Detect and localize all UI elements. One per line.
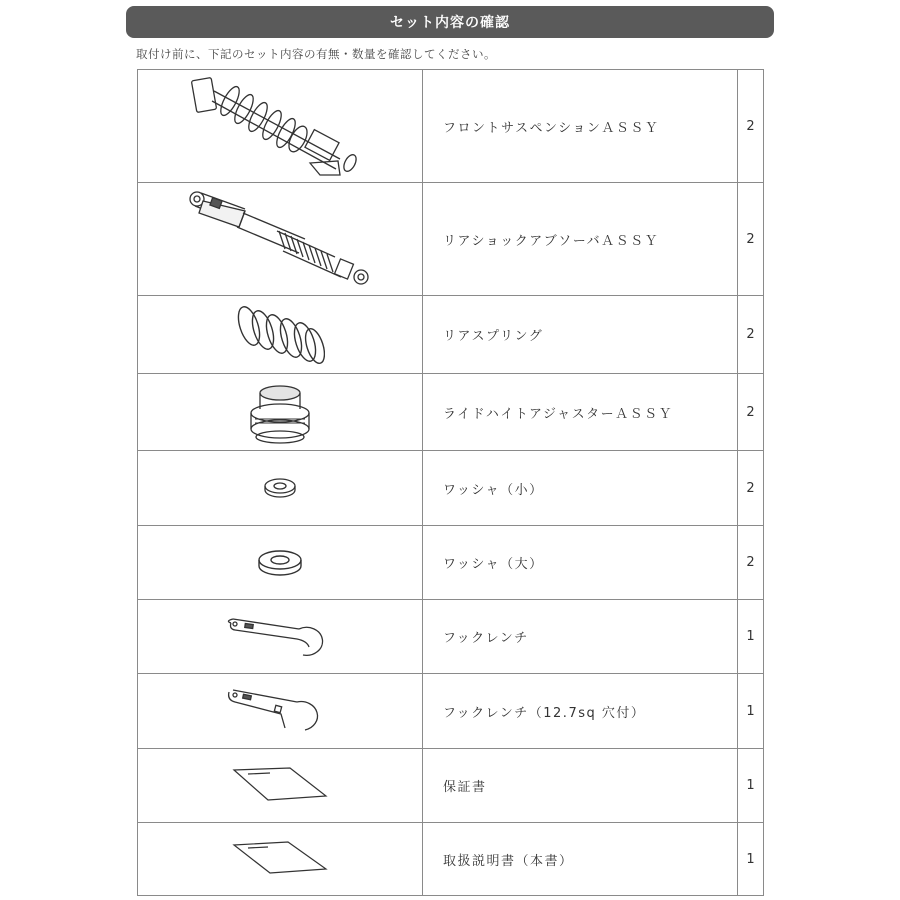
item-name: フロントサスペンションＡＳＳＹ	[423, 70, 738, 183]
table-row	[138, 183, 764, 296]
item-name: ワッシャ（小）	[423, 451, 738, 526]
parts-table	[137, 69, 764, 896]
section-header	[126, 6, 774, 38]
item-qty: 1	[738, 749, 764, 823]
item-qty: 1	[738, 674, 764, 749]
image-cell	[138, 451, 423, 526]
rear-spring-icon	[235, 302, 325, 368]
item-name: ワッシャ（大）	[423, 526, 738, 600]
image-cell	[138, 674, 423, 749]
image-cell	[138, 600, 423, 674]
item-name: 保証書	[423, 749, 738, 823]
item-qty: 1	[738, 600, 764, 674]
image-cell	[138, 374, 423, 451]
item-qty: 2	[738, 526, 764, 600]
image-cell	[138, 70, 423, 183]
hook-wrench-with-hole-icon	[225, 688, 335, 734]
image-cell	[138, 183, 423, 296]
item-qty: 2	[738, 374, 764, 451]
item-name: フックレンチ	[423, 600, 738, 674]
table-row	[138, 451, 764, 526]
image-cell	[138, 526, 423, 600]
hook-wrench-icon	[225, 617, 335, 657]
image-cell	[138, 749, 423, 823]
rear-shock-absorber-icon	[185, 187, 375, 292]
image-cell	[138, 296, 423, 374]
table-row	[138, 70, 764, 183]
table-row	[138, 600, 764, 674]
large-washer-icon	[255, 547, 305, 579]
table-row	[138, 674, 764, 749]
image-cell	[138, 823, 423, 896]
small-washer-icon	[260, 476, 300, 500]
item-qty: 1	[738, 823, 764, 896]
item-qty: 2	[738, 451, 764, 526]
item-name: 取扱説明書（本書）	[423, 823, 738, 896]
item-name: リアスプリング	[423, 296, 738, 374]
item-name: リアショックアブソーバＡＳＳＹ	[423, 183, 738, 296]
item-name: ライドハイトアジャスターＡＳＳＹ	[423, 374, 738, 451]
table-row	[138, 823, 764, 896]
front-suspension-icon	[190, 71, 370, 181]
warranty-card-icon	[230, 766, 330, 806]
section-title: セット内容の確認	[390, 15, 510, 31]
instruction-manual-icon	[230, 839, 330, 879]
table-row	[138, 374, 764, 451]
item-qty: 2	[738, 183, 764, 296]
item-qty: 2	[738, 70, 764, 183]
ride-height-adjuster-icon	[245, 379, 315, 445]
table-row	[138, 526, 764, 600]
table-row	[138, 296, 764, 374]
item-qty: 2	[738, 296, 764, 374]
item-name: フックレンチ（12.7sq 穴付）	[423, 674, 738, 749]
instruction-text: 取付け前に、下記のセット内容の有無・数量を確認してください。	[136, 47, 496, 61]
table-row	[138, 749, 764, 823]
